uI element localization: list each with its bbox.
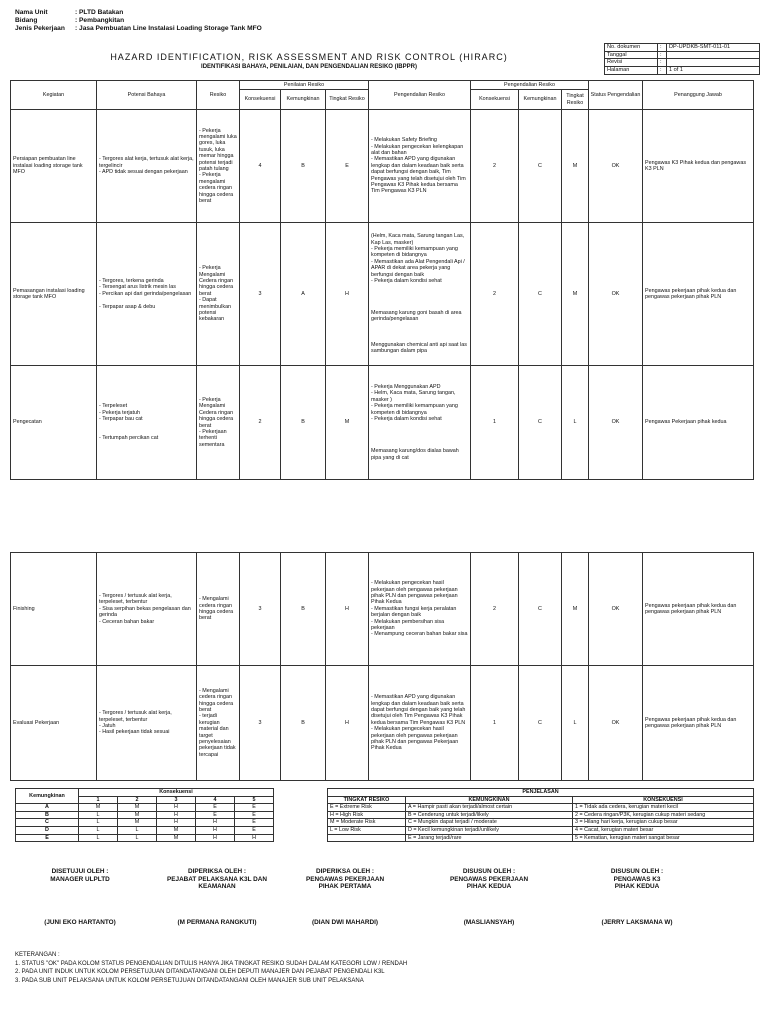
resiko-cell	[197, 110, 240, 223]
col-status-pengendalian: Status Pengendalian	[589, 81, 643, 110]
tingkat-resiko-after-cell-text: M	[572, 162, 578, 169]
potensi-bahaya-cell-text: - Tergores / tertusuk alat kerja, terpeleset, terbentur - Jatuh - Hasil pekerjaan tidak sesuai	[99, 710, 172, 736]
kemungkinan-after-cell	[519, 110, 562, 223]
matrix-cell: E	[235, 826, 274, 834]
hirarc-table-1	[10, 80, 754, 480]
status-cell	[589, 366, 643, 480]
doc-info-label: Halaman	[605, 67, 658, 75]
matrix-row-label: C	[16, 819, 79, 827]
bidang-row	[15, 17, 124, 25]
penjelasan-tingkat-cell: M = Moderate Risk	[328, 819, 406, 827]
doc-info-row	[605, 51, 760, 59]
status-cell	[589, 553, 643, 666]
matrix-cell: L	[79, 826, 118, 834]
signature-name: (MASLIANSYAH)	[463, 919, 515, 926]
table-row	[11, 223, 754, 366]
matrix-row-label: E	[16, 834, 79, 842]
note-line: KETERANGAN :	[15, 952, 60, 958]
resiko-cell-text: - Pekerja Mengalami Cedera ringan hingga cedera berat - Dapat menimbulkan potensi kebakaran	[199, 265, 234, 323]
penjelasan-header-tingkat: TINGKAT RESIKO	[328, 796, 406, 804]
potensi-bahaya-cell	[97, 666, 197, 781]
status-cell	[589, 666, 643, 781]
tingkat-resiko-after-cell	[562, 110, 589, 223]
konsekuensi-after-cell	[471, 110, 519, 223]
matrix-cell: L	[118, 826, 157, 834]
konsekuensi-cell-text: 3	[258, 605, 262, 612]
tingkat-resiko-after-cell-text: M	[572, 290, 578, 297]
penjelasan-table	[327, 788, 754, 842]
table-row	[11, 553, 754, 666]
matrix-col-header: 3	[157, 796, 196, 804]
matrix-cell: H	[196, 819, 235, 827]
potensi-bahaya-cell	[97, 110, 197, 223]
penjelasan-kemungkinan-cell: A = Hampir pasti akan terjadi/almost certain	[406, 804, 573, 812]
matrix-col-header: 5	[235, 796, 274, 804]
potensi-bahaya-cell-text: - Tergores, terkena gerinda - Tersengat arus listrik mesin las - Percikan api dari gerinda/pengelasan - Terpapar asap & debu	[99, 277, 192, 310]
col-resiko: Resiko	[197, 81, 240, 110]
matrix-cell: L	[118, 834, 157, 842]
pengendalian-cell	[369, 553, 471, 666]
penjelasan-kemungkinan-cell: B = Cenderung untuk terjadi/likely	[406, 811, 573, 819]
status-cell-text: OK	[611, 290, 620, 297]
konsekuensi-after-cell	[471, 366, 519, 480]
document-info-table	[604, 43, 760, 75]
konsekuensi-cell-text: 2	[258, 419, 262, 426]
penjelasan-tingkat-cell: H = High Risk	[328, 811, 406, 819]
penanggung-jawab-cell-text: Pengawas pekerjaan pihak kedua dan pengawas pekerjaan pihak PLN	[645, 716, 737, 729]
penjelasan-title-row	[328, 789, 754, 797]
potensi-bahaya-cell-text: - Tergores / tertusuk alat kerja, terpeleset, terbentur - Sisa serpihan bekas pengelasan dan gerinda - Ceceran bahan bakar	[99, 592, 191, 625]
penjelasan-tingkat-cell: E = Extreme Risk	[328, 804, 406, 812]
jenis-pekerjaan-label: Jenis Pekerjaan	[15, 25, 65, 32]
penanggung-jawab-cell-text: Pengawas K3 Pihak kedua dan pengawas K3 PLN	[645, 159, 747, 172]
status-cell-text: OK	[611, 419, 620, 426]
matrix-cell: H	[196, 834, 235, 842]
matrix-row	[16, 819, 274, 827]
konsekuensi-cell-text: 4	[258, 162, 262, 169]
col-konsekuensi-2: Konsekuensi	[471, 90, 519, 110]
konsekuensi-after-cell-text: 2	[493, 290, 496, 297]
pengendalian-cell	[369, 110, 471, 223]
kemungkinan-cell-text: B	[301, 719, 305, 726]
tingkat-resiko-after-cell	[562, 223, 589, 366]
bidang-label: Bidang	[15, 17, 38, 24]
kemungkinan-cell-text: A	[301, 290, 305, 297]
signature-role: DIPERIKSA OLEH : PEJABAT PELAKSANA K3L DAN KEAMANAN	[166, 868, 267, 891]
pengendalian-cell-text: - Melakukan Safety Briefing - Melakukan pengecekan kelengkapan alat dan bahan - Memastikan APD yang digunakan lengkap dan dalam keadaan baik serta dapat berfungsi dengan baik, Tim Pengawas yang telah disetujui oleh Tim Pengawas K3 Pihak kedua bersama Tim Pengawas K3 PLN	[371, 137, 466, 195]
konsekuensi-after-cell	[471, 666, 519, 781]
penjelasan-konsekuensi-cell: 4 = Cacat, kerugian materi besar	[573, 826, 754, 834]
tingkat-resiko-cell	[326, 666, 369, 781]
signature-name: (DIAN DWI MAHARDI)	[311, 919, 379, 926]
pengendalian-cell	[369, 223, 471, 366]
note-line: 1. STATUS "OK" PADA KOLOM STATUS PENGENDALIAN DITULIS HANYA JIKA TINGKAT RESIKO SUDAH DALAM KATEGORI LOW / RENDAH	[15, 960, 408, 967]
kemungkinan-cell	[281, 666, 326, 781]
matrix-col-header: 1	[79, 796, 118, 804]
note-line: 3. PADA SUB UNIT PELAKSANA UNTUK KOLOM PERSETUJUAN DITANDATANGANI OLEH MANAJER SUB UNIT PELAKSANA	[15, 977, 364, 984]
penanggung-jawab-cell-text: Pengawas pekerjaan pihak kedua dan pengawas pekerjaan pihak PLN	[645, 602, 737, 615]
matrix-row-label: D	[16, 826, 79, 834]
matrix-title-row	[16, 789, 274, 797]
col-pengendalian-resiko: Pengendalian Resiko	[369, 81, 471, 110]
penanggung-jawab-cell	[643, 553, 754, 666]
matrix-cell: E	[196, 804, 235, 812]
matrix-cell: L	[79, 811, 118, 819]
matrix-cell: M	[118, 819, 157, 827]
tingkat-resiko-after-cell	[562, 553, 589, 666]
kemungkinan-cell	[281, 223, 326, 366]
penjelasan-row	[328, 834, 754, 842]
penjelasan-header-kemungkinan: KEMUNGKINAN	[406, 796, 573, 804]
signature-name: (JERRY LAKSMANA W)	[601, 919, 673, 926]
penjelasan-tingkat-cell	[328, 834, 406, 842]
matrix-cell: M	[79, 804, 118, 812]
kegiatan-cell-text: Finishing	[13, 605, 35, 612]
kemungkinan-cell	[281, 553, 326, 666]
tingkat-resiko-after-cell-text: M	[572, 605, 578, 612]
penjelasan-title: PENJELASAN	[328, 789, 754, 797]
penanggung-jawab-cell	[643, 223, 754, 366]
konsekuensi-after-cell-text: 1	[493, 419, 496, 426]
matrix-cell: H	[157, 804, 196, 812]
potensi-bahaya-cell	[97, 366, 197, 480]
col-pengendalian-group: Pengendalian Resiko	[471, 81, 589, 90]
konsekuensi-cell	[240, 223, 281, 366]
konsekuensi-cell	[240, 366, 281, 480]
pengendalian-cell-text: - Memastikan APD yang digunakan lengkap dan dalam keadaan baik serta dapat berfungsi dengan baik yang telah disetujui oleh Tim Pengawas K3 Pihak kedua bersama Tim Pengawas K3 PLN - Melakukan pengecekan hasil pekerjaan oleh pengawas pekerjaan pihak PLN dan pengawas Pekerjaan Pihak Kedua	[371, 694, 466, 752]
kegiatan-cell-text: Pengecatan	[13, 419, 42, 426]
jenis-pekerjaan-value: : Jasa Pembuatan Line Instalasi Loading Storage Tank MFO	[75, 25, 262, 32]
penjelasan-konsekuensi-cell: 3 = Hilang hari kerja, kerugian cukup besar	[573, 819, 754, 827]
penanggung-jawab-cell	[643, 666, 754, 781]
col-tingkat-resiko: Tingkat Resiko	[326, 90, 369, 110]
matrix-cell: H	[196, 826, 235, 834]
penjelasan-tingkat-cell: L = Low Risk	[328, 826, 406, 834]
tingkat-resiko-after-cell-text: L	[573, 419, 577, 426]
pengendalian-cell-text: (Helm, Kaca mata, Sarung tangan Las, Kap Las, masker) - Pekerja memiliki kemampuan yang kompeten di bidangnya - Memastikan ada Alat Pengendali Api / APAR di dekat area pekerja yang berfungsi dengan baik - Pekerja dalam kondisi sehat Memasang karung goni basah di area gerinda/pengelasan Menggunakan chemical anti api saat las sambungan dalam pipa	[371, 233, 467, 355]
tingkat-resiko-cell-text: M	[344, 419, 350, 426]
bidang-value: : Pembangkitan	[75, 17, 125, 24]
doc-info-row	[605, 44, 760, 52]
matrix-cell: H	[235, 834, 274, 842]
tingkat-resiko-cell-text: E	[345, 162, 349, 169]
konsekuensi-cell	[240, 110, 281, 223]
col-penanggung-jawab: Penanggung Jawab	[643, 81, 754, 110]
jenis-pekerjaan-row	[15, 25, 262, 33]
penjelasan-header-row	[328, 796, 754, 804]
penjelasan-row	[328, 811, 754, 819]
kemungkinan-after-cell	[519, 223, 562, 366]
kegiatan-cell-text: Pemasangan instalasi loading storage tank MFO	[13, 287, 85, 300]
doc-info-sep: :	[658, 59, 667, 67]
doc-info-value: 1 of 1	[667, 67, 760, 75]
doc-info-label: Tanggal	[605, 51, 658, 59]
col-tingkat-resiko-2: Tingkat Resiko	[562, 90, 589, 110]
kemungkinan-after-cell-text: C	[538, 290, 542, 297]
pengendalian-cell	[369, 666, 471, 781]
kegiatan-cell	[11, 666, 97, 781]
matrix-col-header: 4	[196, 796, 235, 804]
pengendalian-cell-text: - Melakukan pengecekan hasil pekerjaan oleh pengawas pekerjaan pihak PLN dan pengawas pekerjaan Pihak Kedua - Memastikan fungsi kerja peralatan berjalan dengan baik - Melakukan pembersihan sisa pekerjaan - Menampung ceceran bahan bakar sisa	[371, 580, 468, 638]
doc-info-row	[605, 59, 760, 67]
signature-role: DISUSUN OLEH : PENGAWAS K3 PIHAK KEDUA	[610, 868, 664, 891]
matrix-row	[16, 804, 274, 812]
tingkat-resiko-cell	[326, 110, 369, 223]
resiko-cell	[197, 223, 240, 366]
status-cell	[589, 223, 643, 366]
penanggung-jawab-cell	[643, 110, 754, 223]
konsekuensi-after-cell	[471, 553, 519, 666]
risk-matrix-table	[15, 788, 274, 842]
matrix-row	[16, 811, 274, 819]
tingkat-resiko-after-cell-text: L	[573, 719, 577, 726]
doc-info-sep: :	[658, 44, 667, 52]
status-cell-text: OK	[611, 605, 620, 612]
signature-role: DISETUJUI OLEH : MANAGER ULPLTD	[50, 868, 110, 883]
doc-info-label: Revisi	[605, 59, 658, 67]
penjelasan-konsekuensi-cell: 1 = Tidak ada cedera, kerugian materi kecil	[573, 804, 754, 812]
matrix-cell: L	[79, 819, 118, 827]
kemungkinan-after-cell-text: C	[538, 605, 542, 612]
sub-title: IDENTIFIKASI BAHAYA, PENILAIAN, DAN PENGENDALIAN RESIKO (IBPPR)	[201, 64, 417, 70]
col-konsekuensi: Konsekuensi	[240, 90, 281, 110]
kegiatan-cell	[11, 110, 97, 223]
konsekuensi-after-cell-text: 2	[493, 162, 496, 169]
matrix-cell: M	[118, 811, 157, 819]
matrix-cell: H	[157, 811, 196, 819]
kemungkinan-after-cell-text: C	[538, 162, 542, 169]
kegiatan-cell	[11, 223, 97, 366]
potensi-bahaya-cell	[97, 553, 197, 666]
tingkat-resiko-after-cell	[562, 366, 589, 480]
keterangan-notes	[15, 951, 407, 985]
penjelasan-konsekuensi-cell: 2 = Cedera ringan/P3K, kerugian cukup materi sedang	[573, 811, 754, 819]
signature-role: DISUSUN OLEH : PENGAWAS PEKERJAAN PIHAK KEDUA	[449, 868, 529, 891]
doc-info-sep: :	[658, 51, 667, 59]
kegiatan-cell	[11, 553, 97, 666]
nama-unit-value: : PLTD Batakan	[75, 9, 124, 16]
konsekuensi-cell-text: 3	[258, 290, 262, 297]
resiko-cell-text: - Mengalami cedera ringan hingga cedera berat - terjadi kerugian material dan target penyelesaian pekerjaan tidak tercapai	[199, 687, 236, 758]
potensi-bahaya-cell	[97, 223, 197, 366]
matrix-cell: E	[196, 811, 235, 819]
doc-info-sep: :	[658, 67, 667, 75]
matrix-cell: E	[235, 811, 274, 819]
penanggung-jawab-cell-text: Pengawas pekerjaan pihak kedua dan pengawas pekerjaan pihak PLN	[645, 287, 737, 300]
penjelasan-row	[328, 819, 754, 827]
nama-unit-row	[15, 9, 123, 17]
resiko-cell-text: - Pekerja Mengalami Cedera ringan hingga cedera berat - Pekerjaan terhenti sementara	[199, 396, 234, 448]
penjelasan-kemungkinan-cell: E = Jarang terjadi/rare	[406, 834, 573, 842]
penjelasan-kemungkinan-cell: D = Kecil kemungkinan terjadi/unlikely	[406, 826, 573, 834]
tingkat-resiko-cell	[326, 223, 369, 366]
table-row	[11, 366, 754, 480]
penanggung-jawab-cell-text: Pengawas Pekerjaan pihak kedua	[645, 419, 727, 426]
kemungkinan-after-cell	[519, 666, 562, 781]
matrix-cell: E	[235, 819, 274, 827]
matrix-cell: E	[235, 804, 274, 812]
kemungkinan-cell	[281, 366, 326, 480]
penjelasan-kemungkinan-cell: C = Mungkin dapat terjadi / moderate	[406, 819, 573, 827]
kegiatan-cell-text: Evaluasi Pekerjaan	[13, 719, 60, 726]
matrix-cell: L	[79, 834, 118, 842]
kegiatan-cell-text: Persiapan pembuatan line instalasi loading storage tank MFO	[13, 156, 83, 176]
kemungkinan-cell-text: B	[301, 419, 305, 426]
status-cell-text: OK	[611, 719, 620, 726]
pengendalian-cell	[369, 366, 471, 480]
matrix-cell: M	[157, 826, 196, 834]
tingkat-resiko-cell-text: H	[345, 605, 349, 612]
tingkat-resiko-cell	[326, 366, 369, 480]
resiko-cell-text: - Pekerja mengalami luka gores, luka tusuk, luka memar hingga potensi terjadi patah tulang - Pekerja mengalami cedera ringan hingga cedera berat	[199, 127, 237, 205]
signature-role: DIPERIKSA OLEH : PENGAWAS PEKERJAAN PIHAK PERTAMA	[305, 868, 385, 891]
table-row	[11, 666, 754, 781]
matrix-row-header: Kemungkinan	[16, 789, 79, 804]
penjelasan-konsekuensi-cell: 5 = Kematian, kerugian materi sangat besar	[573, 834, 754, 842]
kemungkinan-cell	[281, 110, 326, 223]
matrix-cell: M	[118, 804, 157, 812]
kemungkinan-cell-text: B	[301, 605, 305, 612]
status-cell	[589, 110, 643, 223]
matrix-row-label: A	[16, 804, 79, 812]
matrix-row	[16, 826, 274, 834]
matrix-cell: M	[157, 834, 196, 842]
nama-unit-label: Nama Unit	[15, 9, 48, 16]
table-row	[11, 110, 754, 223]
tingkat-resiko-cell	[326, 553, 369, 666]
table-header-row	[11, 81, 754, 90]
resiko-cell	[197, 366, 240, 480]
signature-name: (JUNI EKO HARTANTO)	[44, 919, 116, 926]
konsekuensi-cell	[240, 666, 281, 781]
resiko-cell-text: - Mengalami cedera ringan hingga cedera berat	[199, 596, 234, 622]
doc-info-label: No. dokumen	[605, 44, 658, 52]
col-kemungkinan: Kemungkinan	[281, 90, 326, 110]
matrix-cell: H	[157, 819, 196, 827]
potensi-bahaya-cell-text: - Terpeleset - Pekerja terjatuh - Terpapar bau cat - Tertumpah percikan cat	[99, 403, 159, 442]
doc-info-value: DP-UPDKB-SMT-011-01	[667, 44, 760, 52]
matrix-row	[16, 834, 274, 842]
col-potensi-bahaya: Potensi Bahaya	[97, 81, 197, 110]
pengendalian-cell-text: - Pekerja Menggunakan APD - Helm, Kaca mata, Sarung tangan, masker ) - Pekerja memiliki kemampuan yang kompeten di bidangnya - Pekerja dalam kondisi sehat Memasang karung/dos dialas bawah pipa yang di cat	[371, 384, 459, 461]
penjelasan-header-konsekuensi: KONSEKUENSI	[573, 796, 754, 804]
kemungkinan-after-cell-text: C	[538, 419, 542, 426]
status-cell-text: OK	[611, 162, 620, 169]
penjelasan-row	[328, 804, 754, 812]
col-penilaian-resiko: Penilaian Resiko	[240, 81, 369, 90]
note-line: 2. PADA UNIT INDUK UNTUK KOLOM PERSETUJUAN DITANDATANGANI OLEH DEPUTI MANAJER DAN PEJABAT PENGENDALI K3L	[15, 969, 385, 976]
kemungkinan-after-cell	[519, 553, 562, 666]
matrix-col-header: 2	[118, 796, 157, 804]
kemungkinan-after-cell-text: C	[538, 719, 542, 726]
konsekuensi-after-cell	[471, 223, 519, 366]
kemungkinan-cell-text: B	[301, 162, 305, 169]
resiko-cell	[197, 666, 240, 781]
matrix-row-label: B	[16, 811, 79, 819]
hirarc-table-2	[10, 552, 754, 781]
col-kemungkinan-2: Kemungkinan	[519, 90, 562, 110]
penanggung-jawab-cell	[643, 366, 754, 480]
signature-name: (M PERMANA RANGKUTI)	[177, 919, 257, 926]
penjelasan-row	[328, 826, 754, 834]
main-title: HAZARD IDENTIFICATION, RISK ASSESSMENT AND RISK CONTROL (HIRARC)	[110, 52, 508, 62]
konsekuensi-cell-text: 3	[258, 719, 262, 726]
tingkat-resiko-after-cell	[562, 666, 589, 781]
konsekuensi-after-cell-text: 1	[493, 719, 496, 726]
doc-info-value	[667, 59, 760, 67]
tingkat-resiko-cell-text: H	[345, 290, 349, 297]
tingkat-resiko-cell-text: H	[345, 719, 349, 726]
doc-info-value	[667, 51, 760, 59]
konsekuensi-after-cell-text: 2	[493, 605, 496, 612]
potensi-bahaya-cell-text: - Tergores alat kerja, tertusuk alat kerja, tergelincir - APD tidak sesuai dengan pekerjaan	[99, 156, 194, 176]
kegiatan-cell	[11, 366, 97, 480]
konsekuensi-cell	[240, 553, 281, 666]
kemungkinan-after-cell	[519, 366, 562, 480]
matrix-title: Konsekuensi	[79, 789, 274, 797]
doc-info-row	[605, 67, 760, 75]
col-kegiatan: Kegiatan	[11, 81, 97, 110]
resiko-cell	[197, 553, 240, 666]
